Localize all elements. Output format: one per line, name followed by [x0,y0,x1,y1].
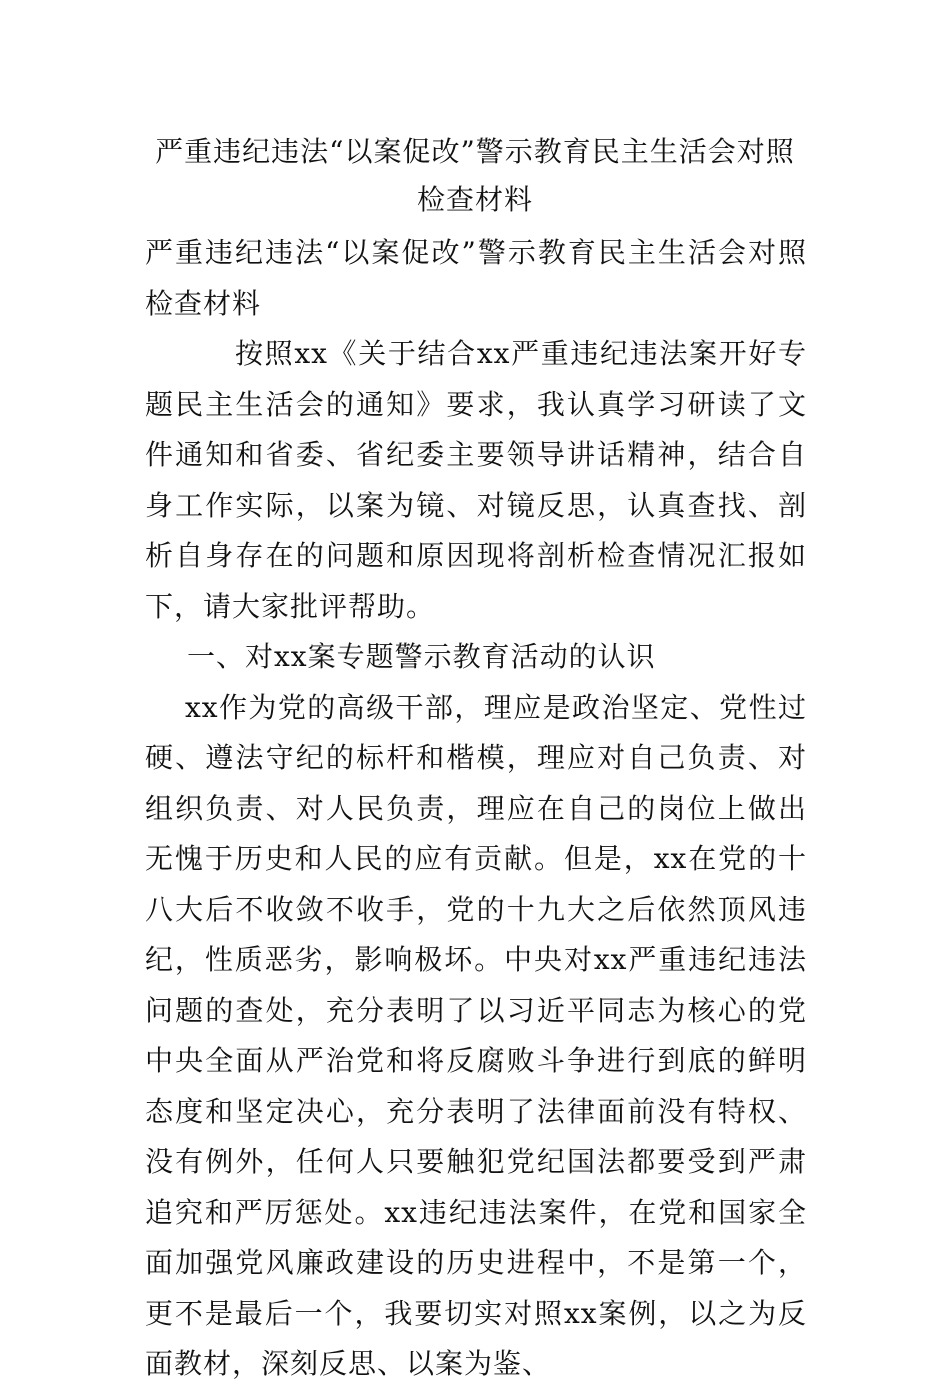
document-title: 严重违纪违法“以案促改”警示教育民主生活会对照检查材料 [155,135,795,216]
intro-paragraph: 按照xx《关于结合xx严重违纪违法案开好专题民主生活会的通知》要求，我认真学习研读了文件通知和省委、省纪委主要领导讲话精神，结合自身工作实际，以案为镜、对镜反思，认真查找、剖析自身存在的问题和原因现将剖析检查情况汇报如下，请大家批评帮助。 [145,337,807,623]
section-1-paragraph: xx作为党的高级干部，理应是政治坚定、党性过硬、遵法守纪的标杆和楷模，理应对自己负责、对组织负责、对人民负责，理应在自己的岗位上做出无愧于历史和人民的应有贡献。但是，xx在党的十八大后不收敛不收手，党的十九大之后依然顶风违纪，性质恶劣，影响极坏。中央对xx严重违纪违法问题的查处，充分表明了以习近平同志为核心的党中央全面从严治党和将反腐败斗争进行到底的鲜明态度和坚定决心，充分表明了法律面前没有特权、没有例外，任何人只要触犯党纪国法都要受到严肃追究和严厉惩处。xx违纪违法案件，在党和国家全面加强党风廉政建设的历史进程中，不是第一个，更不是最后一个，我要切实对照xx案例，以之为反面教材，深刻反思、以案为鉴、 [145,690,807,1380]
document-body [145,228,807,1390]
repeated-title-paragraph: 严重违纪违法“以案促改”警示教育民主生活会对照检查材料 [145,236,807,320]
section-heading-1: 一、对xx案专题警示教育活动的认识 [187,640,656,673]
